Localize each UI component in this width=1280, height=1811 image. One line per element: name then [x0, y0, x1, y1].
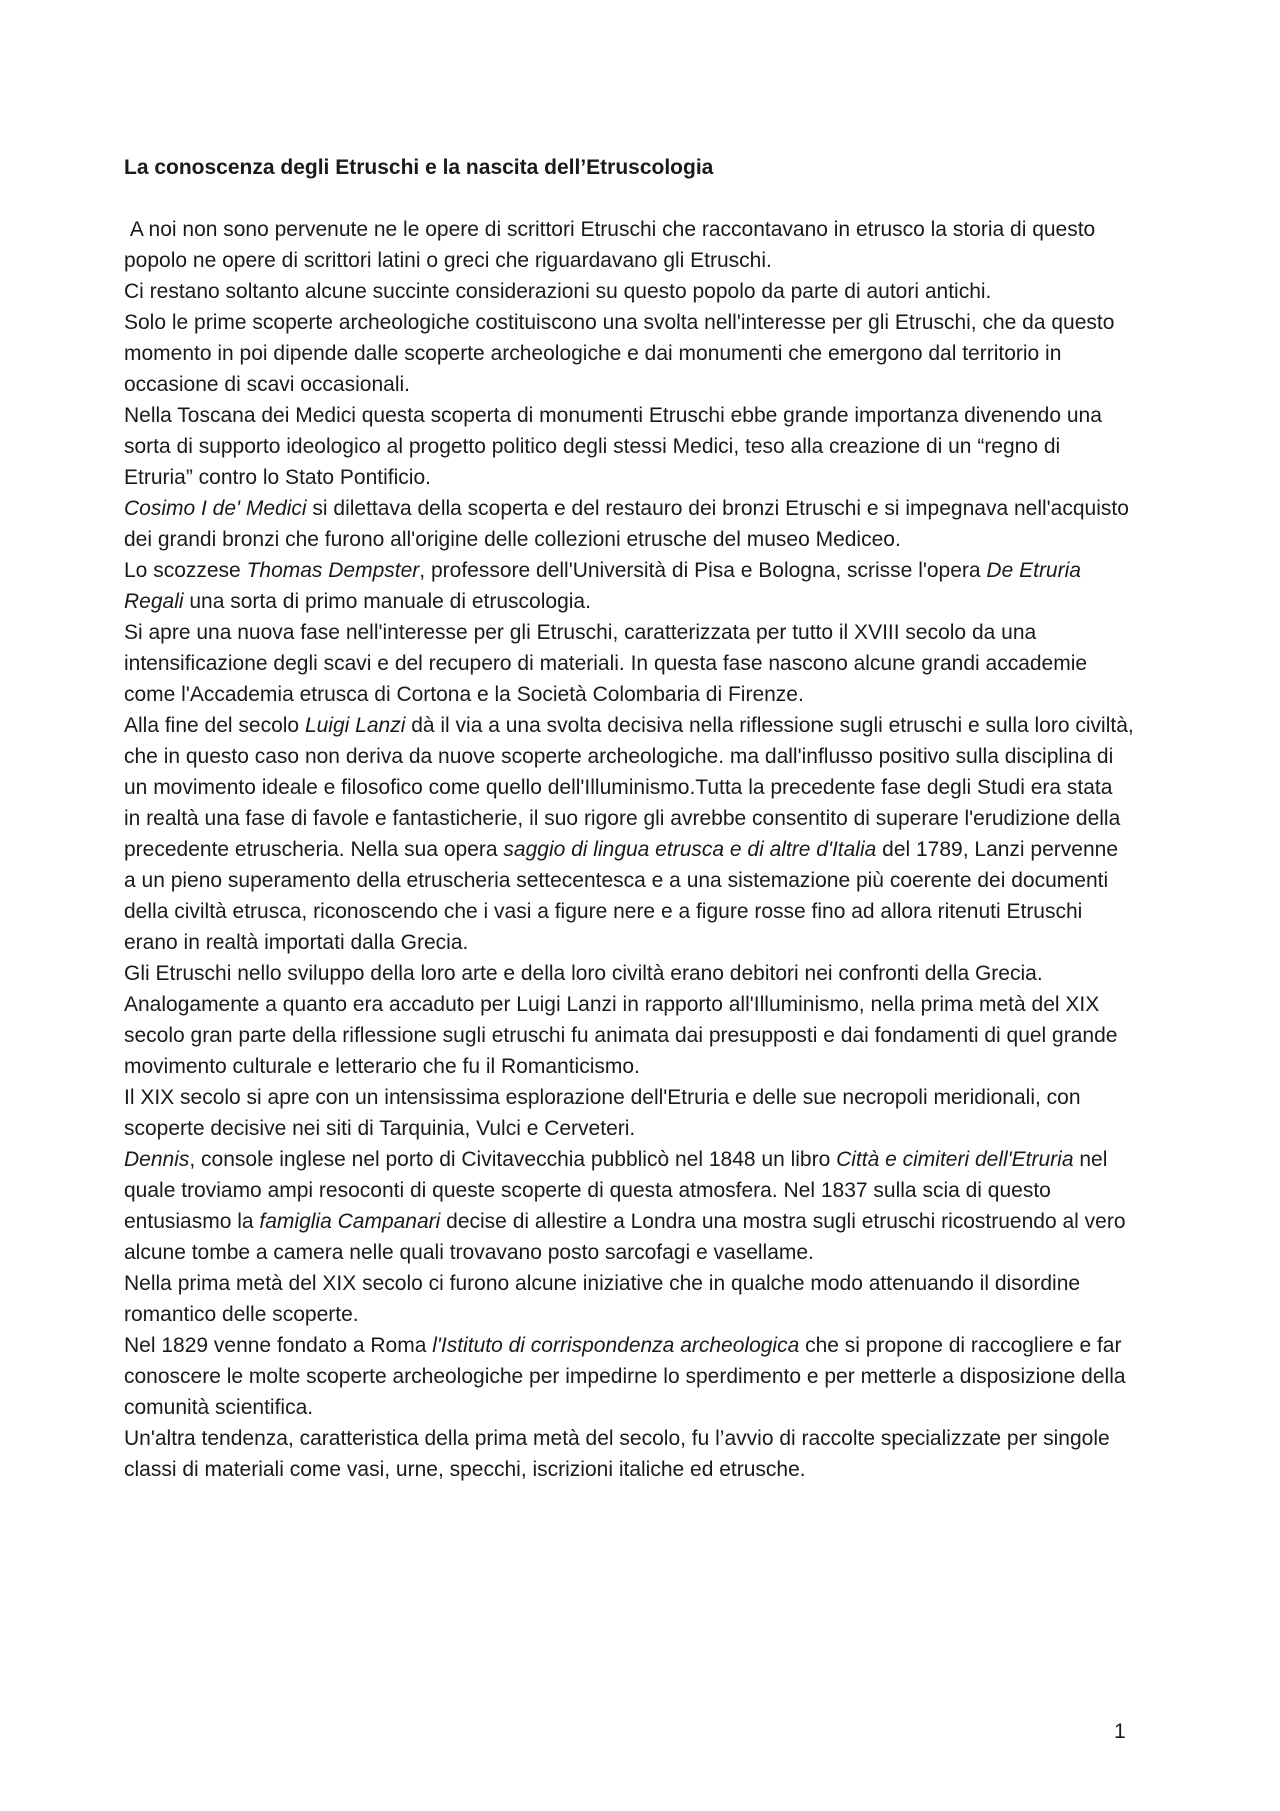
text-run: dà il via a una svolta decisiva nella riflessione sugli etruschi e sulla loro civiltà, che in questo caso non deriva da nuove scoperte archeologiche. ma dall'influsso positivo sulla disciplina di un movimento ideale e filosofico come quello dell'Illuminismo.Tutta la precedente fase degli Studi era stata in realtà una fase di favole e fantasticherie, il suo rigore gli avrebbe consentito di superare l'erudizione della precedente etruscheria. Nella sua opera: [124, 714, 1140, 861]
paragraph: [124, 989, 1134, 1082]
text-run: Si apre una nuova fase nell'interesse per gli Etruschi, caratterizzata per tutto il XVIII secolo da una intensificazione degli scavi e del recupero di materiali. In questa fase nascono alcune grandi accademie come l'Accademia etrusca di Cortona e la Società Colombaria di Firenze.: [124, 621, 1088, 706]
paragraph: [124, 958, 1134, 989]
italic-text: famiglia Campanari: [259, 1210, 441, 1233]
paragraph: [124, 1330, 1134, 1423]
text-run: Il XIX secolo si apre con un intensissima esplorazione dell'Etruria e delle sue necropoli meridionali, con scoperte decisive nei siti di Tarquinia, Vulci e Cerveteri.: [124, 1086, 1081, 1140]
paragraph: [124, 555, 1134, 617]
text-run: Lo scozzese: [124, 559, 247, 582]
paragraph: [124, 617, 1134, 710]
paragraph: [124, 710, 1140, 958]
document-body: [124, 214, 1140, 1485]
text-run: Nella prima metà del XIX secolo ci furono alcune iniziative che in qualche modo attenuando il disordine romantico delle scoperte.: [124, 1272, 1081, 1326]
text-run: Gli Etruschi nello sviluppo della loro arte e della loro civiltà erano debitori nei confronti della Grecia.: [124, 962, 1043, 985]
paragraph: [124, 1423, 1134, 1485]
paragraph: [124, 307, 1134, 400]
paragraph: [124, 1082, 1134, 1144]
text-run: del 1789, Lanzi pervenne a un pieno superamento della etruscheria settecentesca e a una sistemazione più coerente dei documenti della civiltà etrusca, riconoscendo che i vasi a figure nere e a figure rosse fino ad allora ritenuti Etruschi erano in realtà importati dalla Grecia.: [124, 838, 1124, 954]
italic-text: Thomas Dempster: [246, 559, 420, 582]
text-run: che si propone di raccogliere e far conoscere le molte scoperte archeologiche per impedirne lo sperdimento e per metterle a disposizione della comunità scientifica.: [124, 1334, 1132, 1419]
text-run: nel quale troviamo ampi resoconti di queste scoperte di questa atmosfera. Nel 1837 sulla scia di questo entusiasmo la: [124, 1148, 1114, 1233]
text-run: Analogamente a quanto era accaduto per Luigi Lanzi in rapporto all'Illuminismo, nella prima metà del XIX secolo gran parte della riflessione sugli etruschi fu animata dai presupposti e dai fondamenti di quel grande movimento culturale e letterario che fu il Romanticismo.: [124, 993, 1118, 1078]
text-run: Nella Toscana dei Medici questa scoperta di monumenti Etruschi ebbe grande importanza divenendo una sorta di supporto ideologico al progetto politico degli stessi Medici, teso alla creazione di un “regno di Etruria” contro lo Stato Pontificio.: [124, 404, 1102, 489]
text-run: si dilettava della scoperta e del restauro dei bronzi Etruschi e si impegnava nell'acquisto dei grandi bronzi che furono all'origine delle collezioni etrusche del museo Mediceo.: [124, 497, 1135, 551]
document-page: [124, 152, 1140, 1485]
text-run: Ci restano soltanto alcune succinte considerazioni su questo popolo da parte di autori antichi.: [124, 280, 992, 303]
text-run: Un'altra tendenza, caratteristica della prima metà del secolo, fu l’avvio di raccolte specializzate per singole classi di materiali come vasi, urne, specchi, iscrizioni italiche ed etrusche.: [124, 1427, 1110, 1481]
italic-text: Dennis: [124, 1148, 190, 1171]
text-run: A noi non sono pervenute ne le opere di scrittori Etruschi che raccontavano in etrusco la storia di questo popolo ne opere di scrittori latini o greci che riguardavano gli Etruschi.: [124, 218, 1102, 272]
italic-text: l'Istituto di corrispondenza archeologica: [432, 1334, 800, 1357]
italic-text: Città e cimiteri dell'Etruria: [836, 1148, 1074, 1171]
italic-text: Luigi Lanzi: [304, 714, 406, 737]
text-run: Alla fine del secolo: [124, 714, 305, 737]
text-run: , professore dell'Università di Pisa e Bologna, scrisse l'opera: [419, 559, 987, 582]
document-title: La conoscenza degli Etruschi e la nascita dell’Etruscologia: [124, 156, 714, 179]
paragraph: [124, 214, 1134, 276]
paragraph: [124, 400, 1134, 493]
text-run: Nel 1829 venne fondato a Roma: [124, 1334, 433, 1357]
paragraph: [124, 1144, 1134, 1268]
paragraph: [124, 276, 1134, 307]
page-number: 1: [1114, 1720, 1126, 1743]
text-run: , console inglese nel porto di Civitavecchia pubblicò nel 1848 un libro: [189, 1148, 837, 1171]
paragraph: [124, 493, 1134, 555]
italic-text: De Etruria Regali: [124, 559, 1081, 613]
text-run: una sorta di primo manuale di etruscologia.: [183, 590, 591, 613]
text-run: Solo le prime scoperte archeologiche costituiscono una svolta nell'interesse per gli Etruschi, che da questo momento in poi dipende dalle scoperte archeologiche e dai monumenti che emergono dal territorio in occasione di scavi occasionali.: [124, 311, 1115, 396]
italic-text: saggio di lingua etrusca e di altre d'Italia: [503, 838, 877, 861]
text-run: decise di allestire a Londra una mostra sugli etruschi ricostruendo al vero alcune tombe a camera nelle quali trovavano posto sarcofagi e vasellame.: [124, 1210, 1132, 1264]
paragraph: [124, 1268, 1134, 1330]
italic-text: Cosimo I de' Medici: [124, 497, 307, 520]
